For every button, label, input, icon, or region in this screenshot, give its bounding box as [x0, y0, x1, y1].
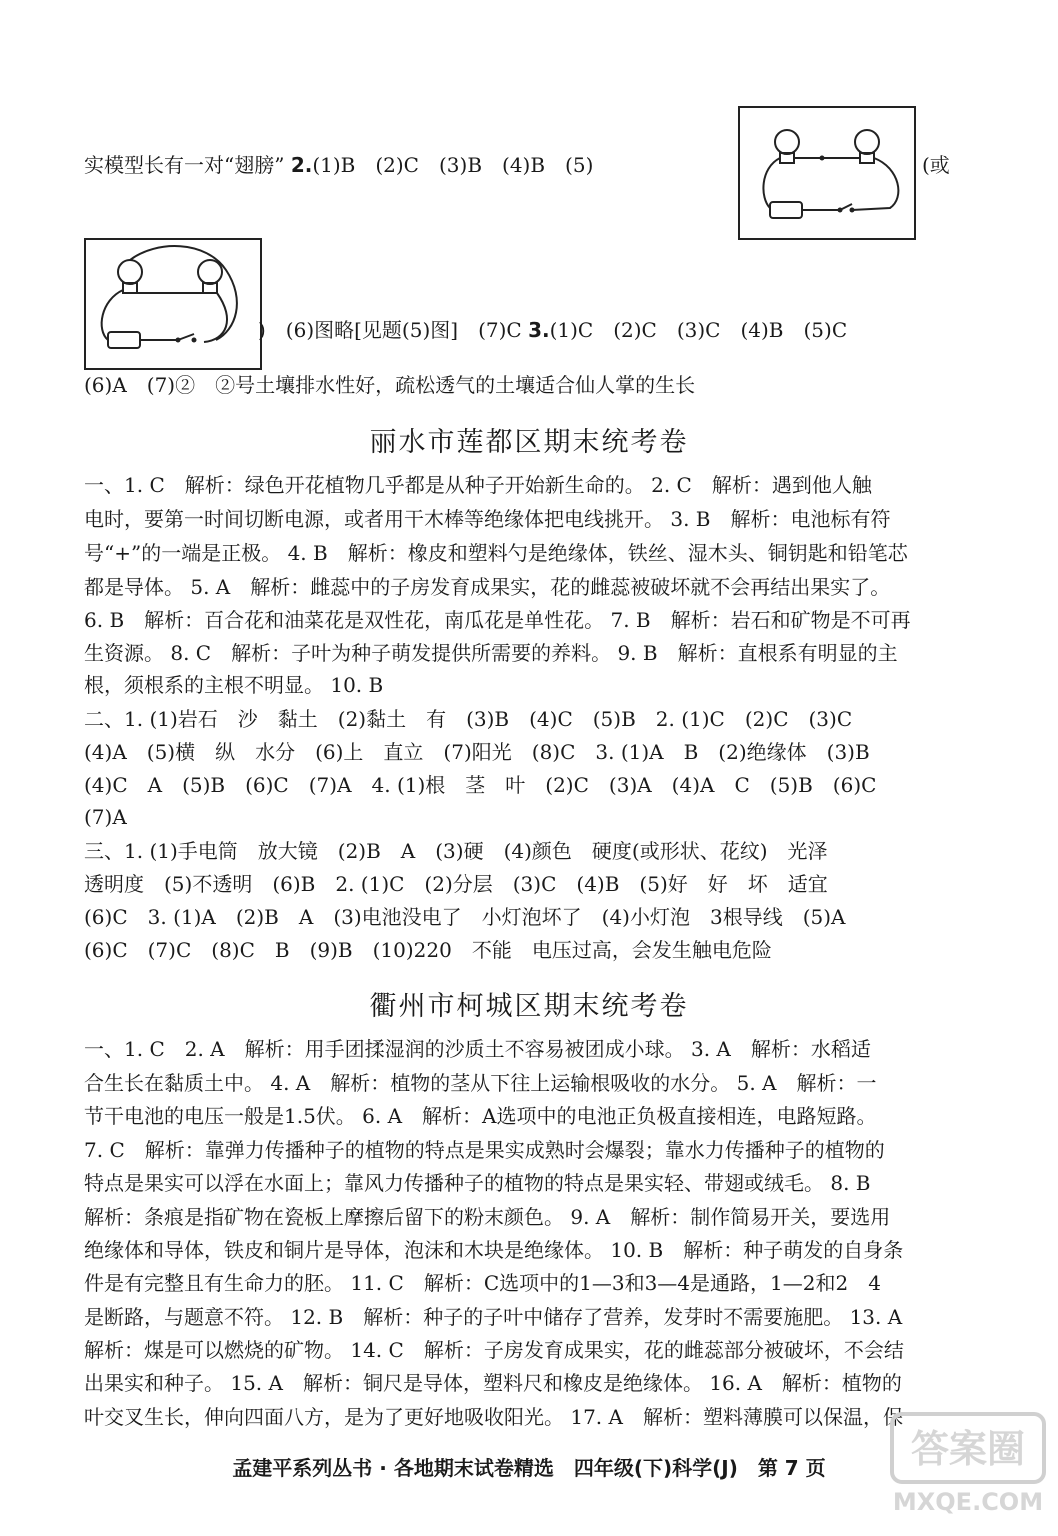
intro-line-1-tail: (或 — [922, 153, 950, 177]
svg-text:MXQE.COM: MXQE.COM — [892, 1488, 1044, 1516]
section-1-line: 透明度 (5)不透明 (6)B 2. (1)C (2)分层 (3)C (4)B (5)好 好 坏 适宜 — [84, 872, 828, 896]
section-1-line: 二、1. (1)岩石 沙 黏土 (2)黏土 有 (3)B (4)C (5)B 2. (1)C (2)C (3)C — [84, 707, 853, 731]
section-2-line: 件是有完整且有生命力的胚。 11. C 解析：C选项中的1—3和3—4是通路，1—2和2 4 — [84, 1271, 881, 1295]
section-2-line: 一、1. C 2. A 解析：用手团揉湿润的沙质土不容易被团成小球。 3. A 解析：水稻适 — [84, 1037, 871, 1061]
section-2-line: 解析：煤是可以燃烧的矿物。 14. C 解析：子房发育成果实，花的雌蕊部分被破坏，不会结 — [84, 1338, 904, 1362]
section-2-line: 是断路，与题意不符。 12. B 解析：种子的子叶中储存了营养，发芽时不需要施肥。 13. A — [84, 1305, 903, 1329]
section-2-title: 衢州市柯城区期末统考卷 — [369, 991, 689, 1022]
section-1-line: 生资源。 8. C 解析：子叶为种子萌发提供所需要的养料。 9. B 解析：直根系有明显的主 — [84, 641, 898, 665]
section-1-line: (4)A (5)横 纵 水分 (6)上 直立 (7)阳光 (8)C 3. (1)A B (2)绝缘体 (3)B — [84, 740, 870, 764]
section-1-line: 都是导体。 5. A 解析：雌蕊中的子房发育成果实，花的雌蕊被破坏就不会再结出果实了。 — [84, 575, 891, 599]
intro-line-3: (6)A (7)② ②号土壤排水性好，疏松透气的土壤适合仙人掌的生长 — [84, 373, 696, 397]
section-1-line: 6. B 解析：百合花和油菜花是双性花，南瓜花是单性花。 7. B 解析：岩石和矿物是不可再 — [84, 608, 911, 632]
section-1-line: 根，须根系的主根不明显。 10. B — [84, 673, 384, 697]
section-2-line: 节干电池的电压一般是1.5伏。 6. A 解析：A选项中的电池正负极直接相连，电路短路。 — [84, 1104, 877, 1128]
intro-line-2: ) (6)图略[见题(5)图] (7)C 3.(1)C (2)C (3)C (4)B (5)C — [258, 318, 848, 342]
section-2-line: 7. C 解析：靠弹力传播种子的植物的特点是果实成熟时会爆裂；靠水力传播种子的植物的 — [84, 1138, 885, 1162]
section-2-line: 绝缘体和导体，铁皮和铜片是导体，泡沫和木块是绝缘体。 10. B 解析：种子萌发的自身条 — [84, 1238, 904, 1262]
section-2-line: 解析：条痕是指矿物在瓷板上摩擦后留下的粉末颜色。 9. A 解析：制作简易开关，要选用 — [84, 1205, 891, 1229]
circuit-diagram-series — [738, 106, 916, 240]
section-1-line: (6)C 3. (1)A (2)B A (3)电池没电了 小灯泡坏了 (4)小灯泡 3根导线 (5)A — [84, 905, 846, 929]
intro-line-1: 实模型长有一对“翅膀” 2.(1)B (2)C (3)B (4)B (5) — [84, 153, 594, 177]
section-2-line: 合生长在黏质土中。 4. A 解析：植物的茎从下往上运输根吸收的水分。 5. A 解析：一 — [84, 1071, 877, 1095]
page-footer: 孟建平系列丛书 · 各地期末试卷精选 四年级(下)科学(J) 第 7 页 — [232, 1456, 826, 1480]
section-1-line: 电时，要第一时间切断电源，或者用干木棒等绝缘体把电线挑开。 3. B 解析：电池标有符 — [84, 507, 891, 531]
section-2-line: 叶交叉生长，伸向四面八方，是为了更好地吸收阳光。 17. A 解析：塑料薄膜可以保温，保 — [84, 1405, 903, 1429]
section-1-line: 一、1. C 解析：绿色开花植物几乎都是从种子开始新生命的。 2. C 解析：遇到他人触 — [84, 473, 872, 497]
section-1-line: (4)C A (5)B (6)C (7)A 4. (1)根 茎 叶 (2)C (3)A (4)A C (5)B (6)C — [84, 773, 877, 797]
section-1-line: (6)C (7)C (8)C B (9)B (10)220 不能 电压过高，会发生触电危险 — [84, 938, 772, 962]
circuit-diagram-parallel — [84, 238, 262, 370]
section-1-title: 丽水市莲都区期末统考卷 — [369, 427, 689, 458]
section-2-line: 特点是果实可以浮在水面上；靠风力传播种子的植物的特点是果实轻、带翅或绒毛。 8. B — [84, 1171, 871, 1195]
section-1-line: (7)A — [84, 805, 127, 829]
section-1-line: 号“+”的一端是正极。 4. B 解析：橡皮和塑料勺是绝缘体，铁丝、湿木头、铜钥匙和铅笔芯 — [84, 541, 908, 565]
section-2-line: 出果实和种子。 15. A 解析：铜尺是导体，塑料尺和橡皮是绝缘体。 16. A 解析：植物的 — [84, 1371, 902, 1395]
svg-text:答案圈: 答案圈 — [910, 1427, 1026, 1471]
section-1-line: 三、1. (1)手电筒 放大镜 (2)B A (3)硬 (4)颜色 硬度(或形状、花纹) 光泽 — [84, 839, 828, 863]
watermark-logo — [888, 1410, 1048, 1520]
